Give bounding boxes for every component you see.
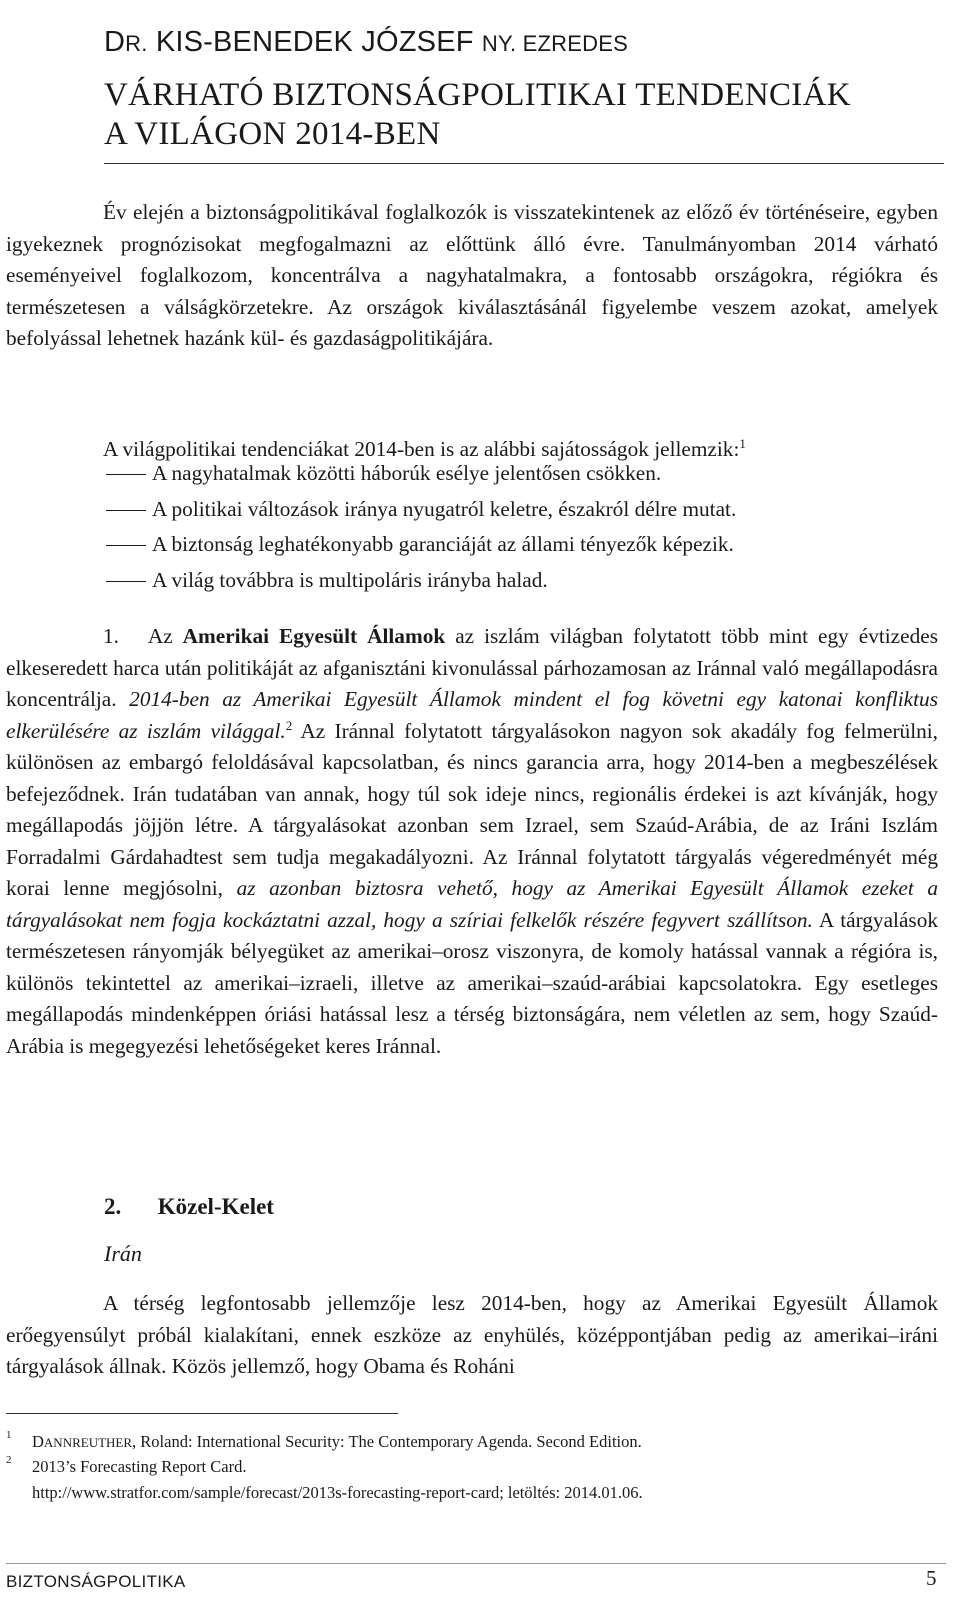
author-rank: . EZREDES	[510, 31, 628, 56]
section-2-title: Közel-Kelet	[157, 1194, 274, 1219]
trends-lead-text: A világpolitikai tendenciákat 2014-ben is az alábbi sajátosságok jellemzik:	[103, 437, 740, 461]
document-page: DR. KIS-BENEDEK JÓZSEF NY. EZREDES VÁRHATÓ BIZTONSÁGPOLITIKAI TENDENCIÁK A VILÁGON 2014-BEN Év elején a biztonságpolitikával foglalkozók is visszatekintenek az előző év történéseire, egyben igyekeznek prognózisokat megfogalmazni az előttünk álló évre. Tanulmányomban 2014 várható eseményeivel foglalkozom, koncentrálva a nagyhatalmakra, a fontosabb országokra, régiókra és természetesen a válságkörzetekre. Az országok kiválasztásánál figyelembe veszem azokat, amelyek befolyással lehetnek hazánk kül- és gazdaságpolitikájára. A világpolitikai tendenciákat 2014-ben is az alábbi sajátosságok jellemzik:$^1$ A nagyhatalmak közötti háborúk esélye jelentősen csökken. A politikai változások iránya nyugatról keletre, északról délre mutat. A biztonság leghatékonyabb garanciáját az állami tényezők képezik. A világ továbbra is multipoláris irányba halad. 1. Az Amerikai Egyesült Államok az iszlám világban folytatott több mint egy évtizedes elkeseredett harca után politikáját az afganisztáni kivonulással párhozamosan az Iránnal való megállapodásra koncentrálja. 2014-ben az Amerikai Egyesült Államok mindent el fog követni egy katonai konfliktus elkerülésére az iszlám világgal.$^2$ Az Iránnal folytatott tárgyalásokon nagyon sok akadály fog felmerülni, különösen az embargó feloldásával kapcsolatban, és nincs garancia arra, hogy 2014-ben a megbeszélések befejeződnek. Irán tudatában van annak, hogy túl sok ideje nincs, regionális érdekei is azt kívánják, hogy megállapodás jöjjön létre. A tárgyalásokat azonban sem Izrael, sem Szaúd-Arábia, de az Iráni Iszlám Forradalmi Gárdahadtest sem tudja megakadályozni. Az Iránnal folytatott tárgyalás végeredményét még korai lenne megjósolni, az azonban biztosra vehető, hogy az Amerikai Egyesült Államok ezeket a tárgyalásokat nem fogja kockáztatni azzal, hogy a szíriai felkelők részére fegyvert szállítson. A tárgyalások természetesen rányomják bélyegüket az amerikai–orosz viszonyra, de komoly hatással vannak a régióra is, különös tekintettel az amerikai–izraeli, illetve az amerikai–szaúd-arábiai kapcsolatokra. Egy esetleges megállapodás mindenképpen óriási hatással lesz a térség biztonságára, nem véletlen az sem, hogy Szaúd-Arábia is megegyezési lehetőségeket keres Iránnal. 2. Közel-Kelet Irán A térség legfontosabb jellemzője lesz 2014-ben, hogy az Amerikai Egyesült Államok erőegyensúlyt próbál kialakítani, ennek eszköze az enyhülés, középpontjában pedig az amerikai–iráni tárgyalások állnak. Közös jellemző, hogy Obama és Roháni 1 DANNREUTHER, Roland: International Security: The Contemporary Agenda. Second Edition. 2 2013’s Forecasting Report Card. http://www.stratfor.com/sample/forecast/2013s-forecasting-report-card; letöltés: 2014.01.06. BIZTONSÁGPOLITIKA 5	[0, 0, 960, 1598]
footnote-link[interactable]: http://www.stratfor.com/sample/forecast/2013s-forecasting-report-card; letöltés: 2014.01.06.	[32, 1483, 643, 1502]
dash-bullet-icon	[106, 510, 146, 511]
dash-bullet-icon	[106, 581, 146, 582]
footnote-ref-2[interactable]: 2	[285, 717, 293, 733]
intro-paragraph	[6, 197, 938, 355]
section-2-text: A térség legfontosabb jellemzője lesz 2014-ben, hogy az Amerikai Egyesült Államok erőegyensúlyt próbál kialakítani, ennek eszköze az enyhülés, középpontjában pedig az amerikai–iráni tárgyalások állnak. Közös jellemző, hogy Obama és Roháni	[6, 1291, 938, 1378]
section-2-paragraph	[6, 1288, 938, 1383]
list-item: A világ továbbra is multipoláris irányba halad.	[106, 563, 936, 599]
section-1-country: Amerikai Egyesült Államok	[182, 624, 446, 648]
footnote-rule	[6, 1413, 398, 1414]
list-item: A biztonság leghatékonyabb garanciáját az állami tényezők képezik.	[106, 527, 936, 563]
list-item: A nagyhatalmak közötti háborúk esélye jelentősen csökken.	[106, 456, 936, 492]
author-line	[104, 24, 944, 62]
section-1-emphasis-b: az azonban biztosra vehető, hogy az Amerikai Egyesült Államok ezeket a tárgyalásokat nem fogja kockáztatni azzal, hogy a szíriai felkelők részére fegyvert szállítson.	[6, 876, 938, 932]
footnote-2-mark: 2	[6, 1454, 12, 1466]
article-title	[104, 76, 944, 154]
author-ny: NY	[481, 31, 511, 56]
footnote-ref-1[interactable]: 1	[739, 435, 746, 451]
author-dr-cap: D	[104, 26, 126, 58]
footer-rule	[6, 1563, 946, 1564]
section-1-number: 1.	[103, 624, 119, 648]
section-2-subtitle: Irán	[104, 1241, 142, 1266]
title-line-1: VÁRHATÓ BIZTONSÁGPOLITIKAI TENDENCIÁK	[104, 77, 851, 113]
page-number: 5	[926, 1566, 937, 1590]
dash-bullet-icon	[106, 545, 146, 546]
intro-text: Év elején a biztonságpolitikával foglalkozók is visszatekintenek az előző év történéseire, egyben igyekeznek prognózisokat megfogalmazni az előttünk álló évre. Tanulmányomban 2014 várható eseményeivel foglalkozom, koncentrálva a nagyhatalmakra, a fontosabb országokra, régiókra és természetesen a válságkörzetekre. Az országok kiválasztásánál figyelembe veszem azokat, amelyek befolyással lehetnek hazánk kül- és gazdaságpolitikájára.	[6, 200, 938, 350]
title-rule	[104, 163, 944, 164]
dash-bullet-icon	[106, 474, 146, 475]
journal-name: BIZTONSÁGPOLITIKA	[6, 1572, 186, 1591]
trend-list	[106, 456, 936, 598]
section-1-paragraph: 1. Az Amerikai Egyesült Államok az iszlám világban folytatott több mint egy évtizedes elkeseredett harca után politikáját az afganisztáni kivonulással párhozamosan az Iránnal való megállapodásra koncentrálja. 2014-ben az Amerikai Egyesült Államok mindent el fog követni egy katonai konfliktus elkerülésére az iszlám világgal.$^2$ Az Iránnal folytatott tárgyalásokon nagyon sok akadály fog felmerülni, különösen az embargó feloldásával kapcsolatban, és nincs garancia arra, hogy 2014-ben a megbeszélések befejeződnek. Irán tudatában van annak, hogy túl sok ideje nincs, regionális érdekei is azt kívánják, hogy megállapodás jöjjön létre. A tárgyalásokat azonban sem Izrael, sem Szaúd-Arábia, de az Iráni Iszlám Forradalmi Gárdahadtest sem tudja megakadályozni. Az Iránnal folytatott tárgyalás végeredményét még korai lenne megjósolni, az azonban biztosra vehető, hogy az Amerikai Egyesült Államok ezeket a tárgyalásokat nem fogja kockáztatni azzal, hogy a szíriai felkelők részére fegyvert szállítson. A tárgyalások természetesen rányomják bélyegüket az amerikai–orosz viszonyra, de komoly hatással vannak a régióra is, különös tekintettel az amerikai–izraeli, illetve az amerikai–szaúd-arábiai kapcsolatokra. Egy esetleges megállapodás mindenképpen óriási hatással lesz a térség biztonságára, nem véletlen az sem, hogy Szaúd-Arábia is megegyezési lehetőségeket keres Iránnal.	[6, 624, 939, 1058]
section-2-heading	[104, 1190, 274, 1224]
title-line-2: A VILÁGON 2014-BEN	[104, 116, 441, 152]
author-name: KIS-BENEDEK JÓZSEF	[147, 26, 482, 58]
list-item: A politikai változások iránya nyugatról keletre, északról délre mutat.	[106, 492, 936, 528]
footnote-1-mark: 1	[6, 1429, 12, 1441]
author-dr-rest: R.	[125, 31, 148, 56]
section-1-emphasis-a: 2014-ben az Amerikai Egyesült Államok mindent el fog követni egy katonai konfliktus elkerülésére az iszlám világgal.	[6, 687, 938, 743]
section-2-number: 2.	[104, 1194, 122, 1219]
